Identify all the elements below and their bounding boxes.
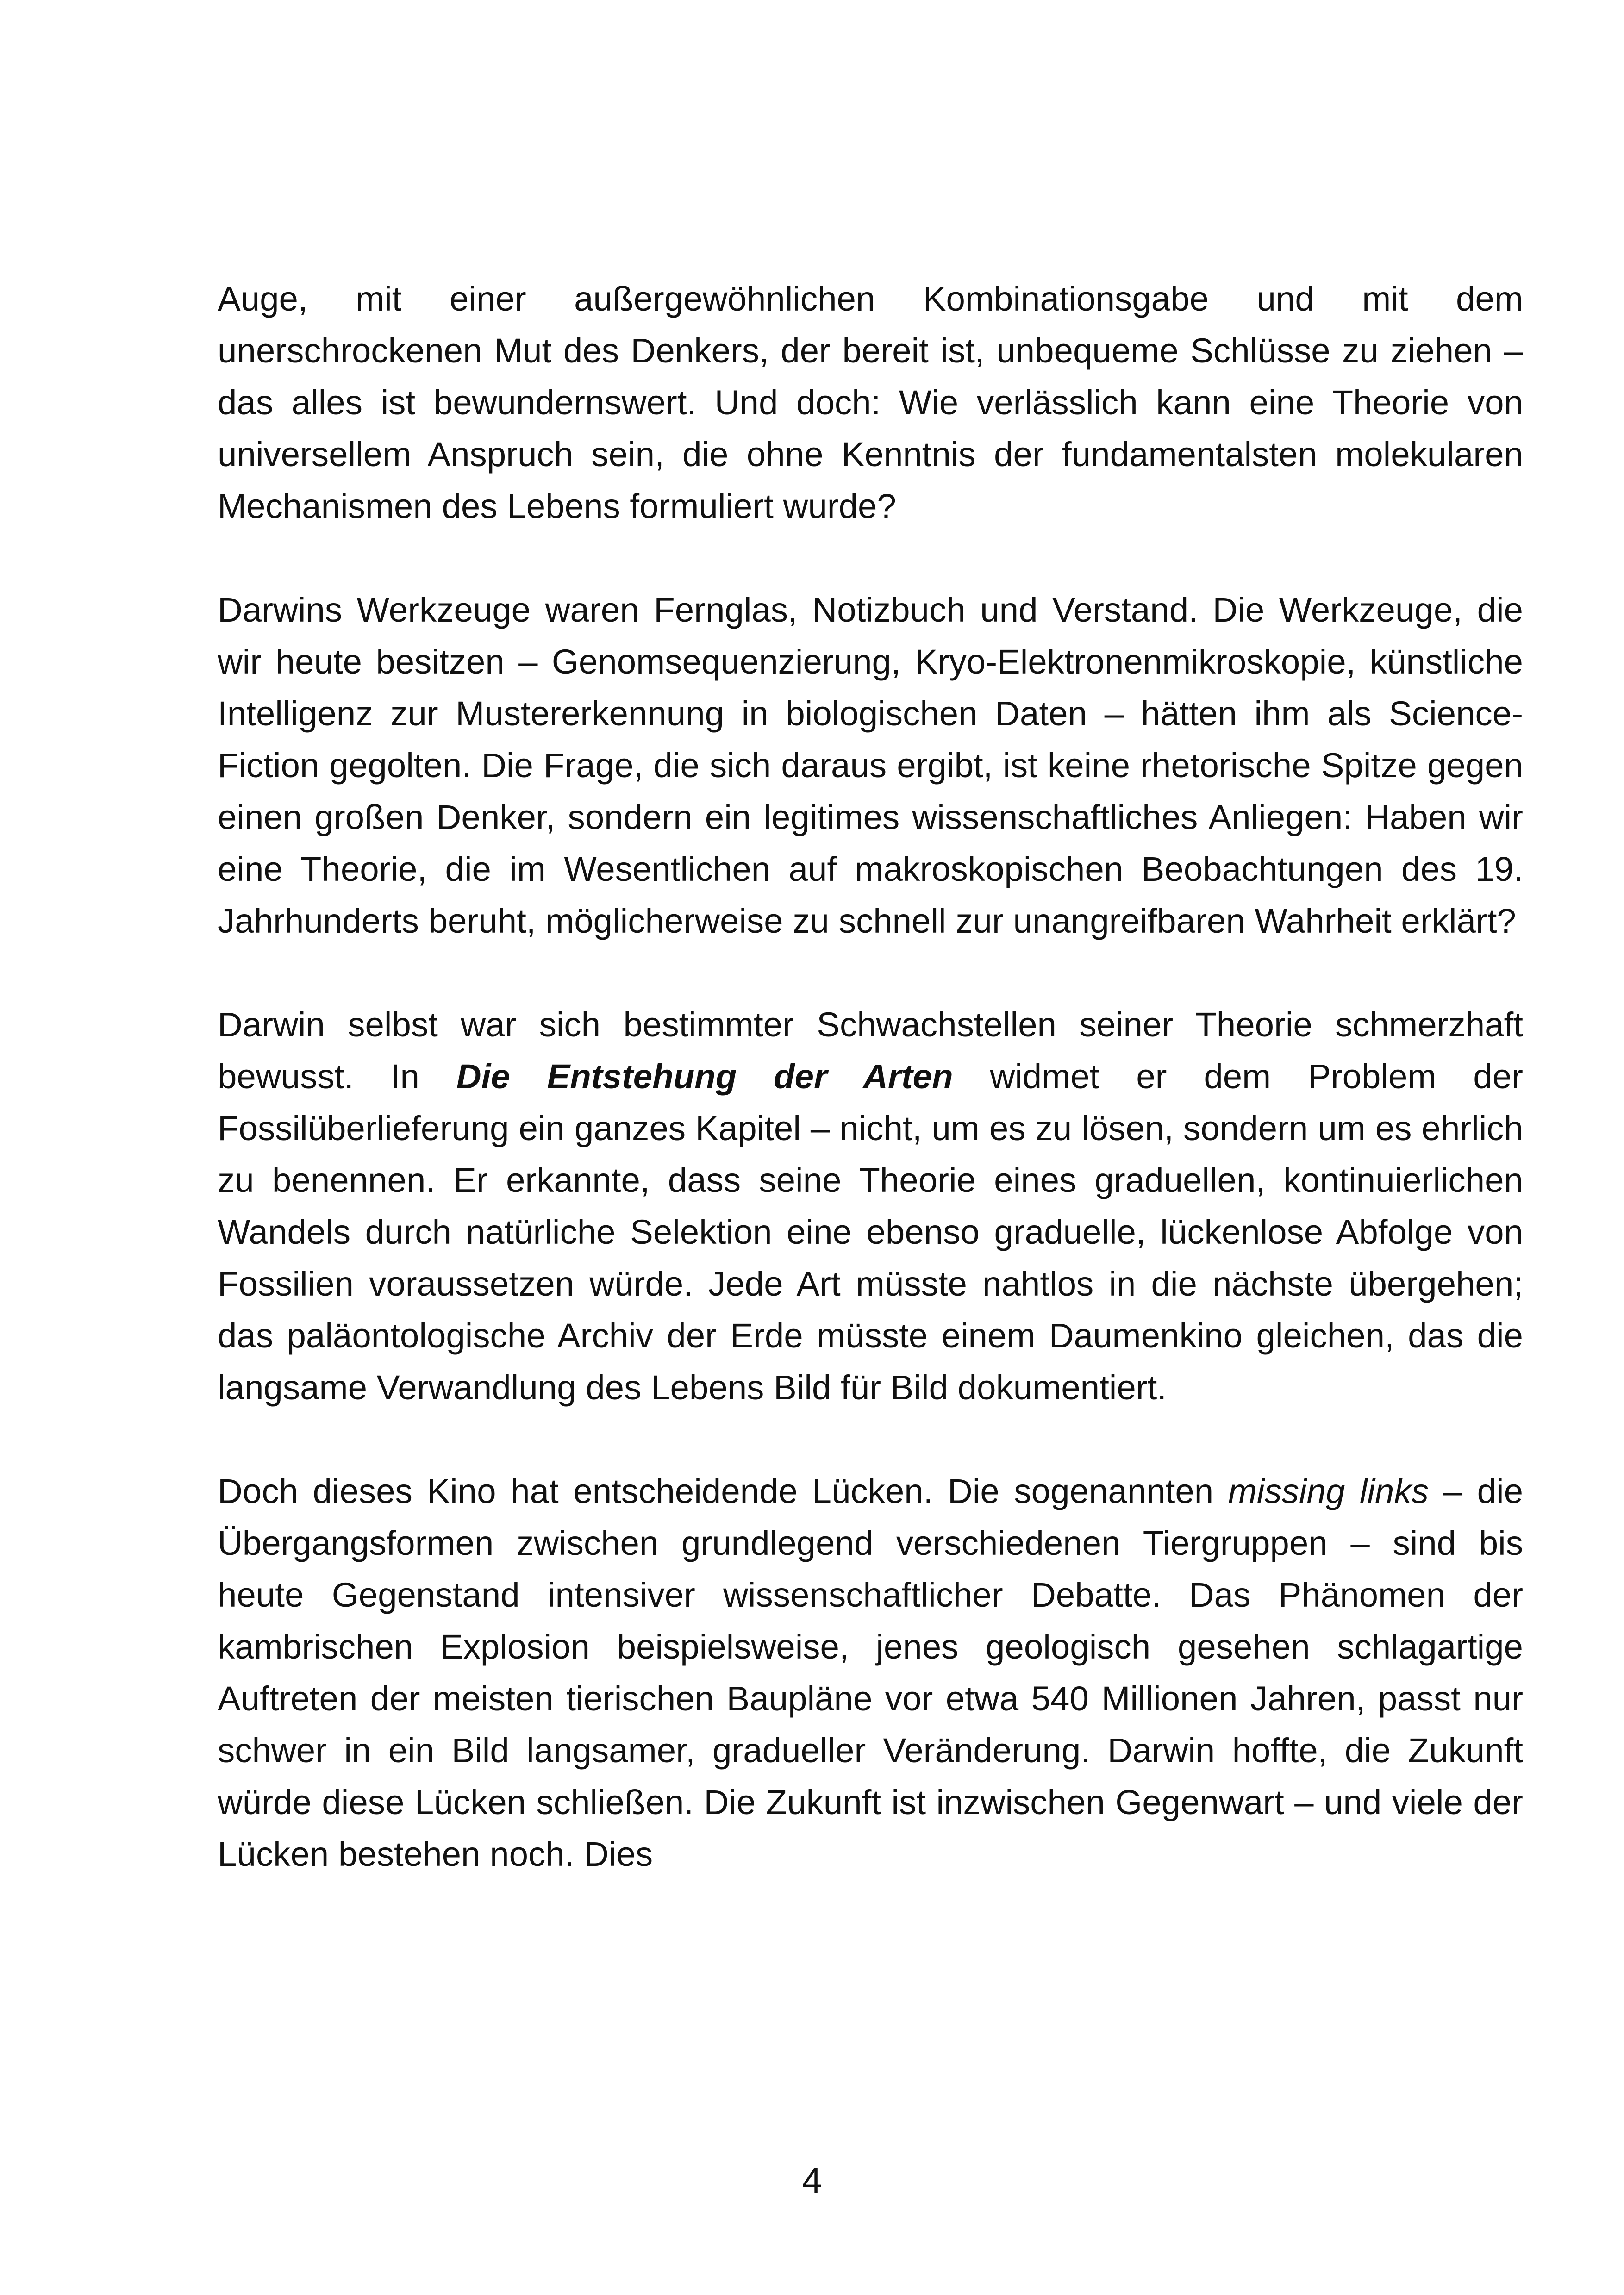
paragraph-3-text-after: widmet er dem Problem der Fossilüberlieferung ein ganzes Kapitel – nicht, um es zu lösen, sondern um es ehrlich zu benennen. Er erkannte, dass seine Theorie eines graduellen, kontinuierlichen Wandels durch natürliche Selektion eine ebenso graduelle, lückenlose Abfolge von Fossilien voraussetzen würde. Jede Art müsste nahtlos in die nächste übergehen; das paläontologische Archiv der Erde müsste einem Daumenkino gleichen, das die langsame Verwandlung des Lebens Bild für Bild dokumentiert. (218, 1057, 1523, 1407)
italic-term: missing links (1228, 1472, 1429, 1510)
paragraph-4-text-after: – die Übergangsformen zwischen grundlegend verschiedenen Tiergruppen – sind bis heute Gegenstand intensiver wissenschaftlicher Debatte. Das Phänomen der kambrischen Explosion beispielsweise, jenes geologisch gesehen schlagartige Auftreten der meisten tierischen Baupläne vor etwa 540 Millionen Jahren, passt nur schwer in ein Bild langsamer, gradueller Veränderung. Darwin hoffte, die Zukunft würde diese Lücken schließen. Die Zukunft ist inzwischen Gegenwart – und viele der Lücken bestehen noch. Dies (218, 1472, 1524, 1873)
paragraph-2: Darwins Werkzeuge waren Fernglas, Notizbuch und Verstand. Die Werkzeuge, die wir heute besitzen – Genomsequenzierung, Kryo-Elektronenmikroskopie, künstliche Intelligenz zur Mustererkennung in biologischen Daten – hätten ihm als Science-Fiction gegolten. Die Frage, die sich daraus ergibt, ist keine rhetorische Spitze gegen einen großen Denker, sondern ein legitimes wissenschaftliches Anliegen: Haben wir eine Theorie, die im Wesentlichen auf makroskopischen Beobachtungen des 19. Jahrhunderts beruht, möglicherweise zu schnell zur unangreifbaren Wahrheit erklärt? (218, 591, 1523, 940)
page-number: 4 (802, 2160, 822, 2201)
paragraph-1: Auge, mit einer außergewöhnlichen Kombinationsgabe und mit dem unerschrockenen Mut des Denkers, der bereit ist, unbequeme Schlüsse zu ziehen – das alles ist bewundernswert. Und doch: Wie verlässlich kann eine Theorie von universellem Anspruch sein, die ohne Kenntnis der fundamentalsten molekularen Mechanismen des Lebens formuliert wurde? (218, 280, 1523, 525)
paragraph-3 (218, 999, 1523, 1414)
paragraph-3-text-before: Darwin selbst war sich bestimmter Schwachstellen seiner Theorie schmerzhaft bewusst. In (218, 1005, 1523, 1096)
paragraph-4-text-before: Doch dieses Kino hat entscheidende Lücken. Die sogenannten (218, 1472, 1228, 1510)
book-title: Die Entstehung der Arten (456, 1057, 953, 1096)
paragraph-4 (218, 1466, 1523, 1880)
document-body (218, 273, 1523, 1880)
